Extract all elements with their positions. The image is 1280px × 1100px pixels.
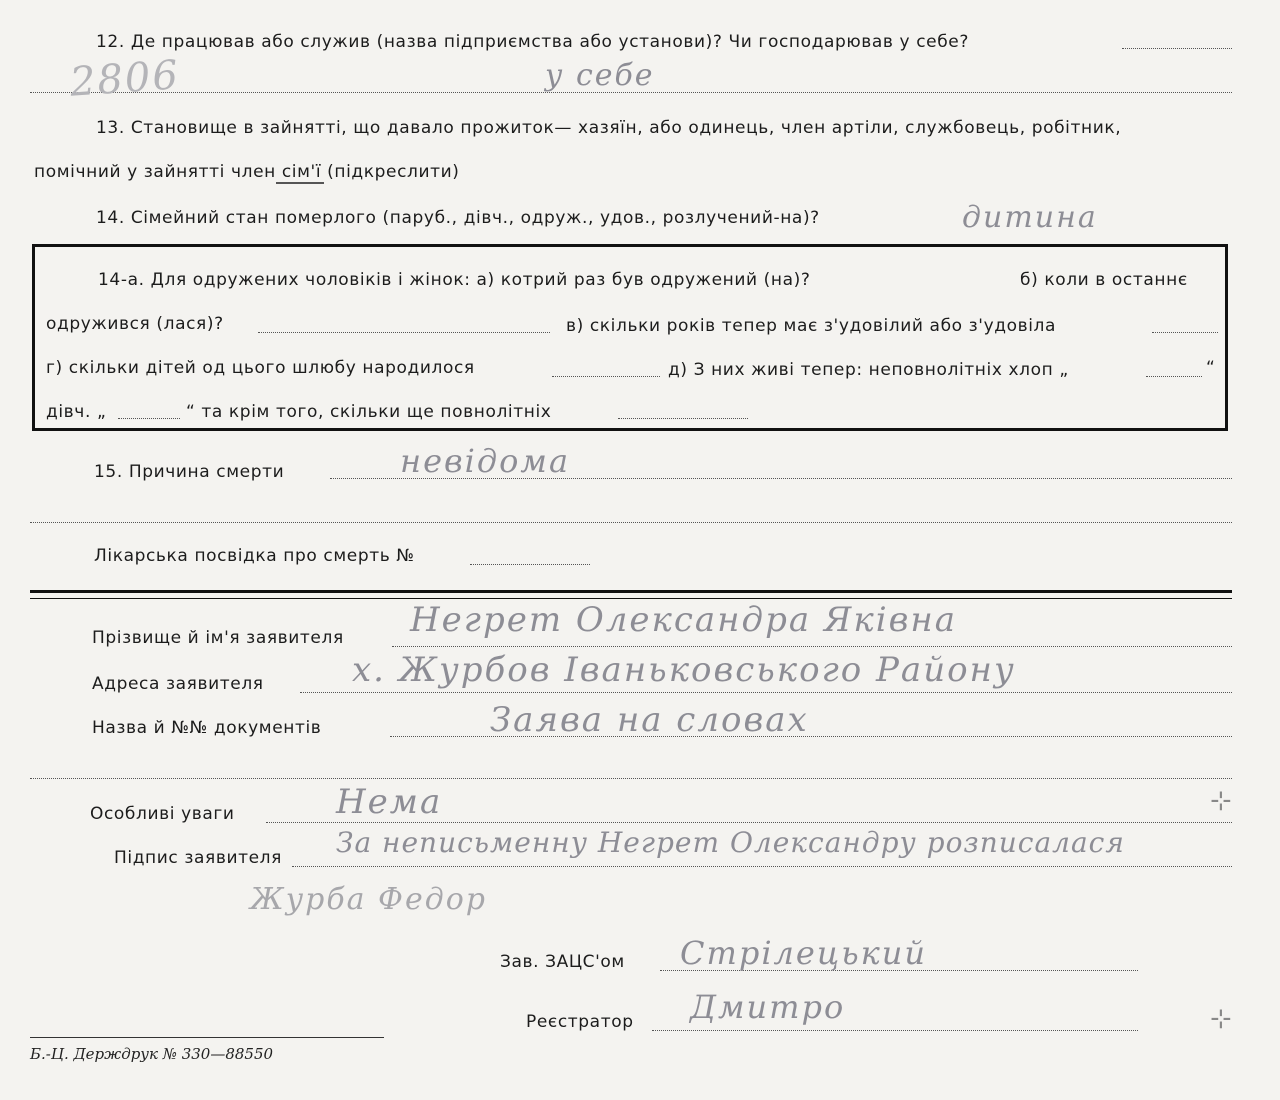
head-zags-label: Зав. ЗАЦС'ом bbox=[500, 952, 625, 972]
q12-answer-line bbox=[1122, 48, 1232, 49]
q15-answer: невідома bbox=[400, 442, 571, 480]
q14a-line3-end-dots bbox=[1146, 376, 1202, 377]
divider-thin bbox=[30, 598, 1232, 599]
applicant-name-label: Прізвище й ім'я заявителя bbox=[92, 628, 344, 648]
q14a-line3c: “ bbox=[1206, 358, 1216, 378]
q14-answer: дитина bbox=[962, 200, 1098, 235]
q14a-line3a: г) скільки дітей од цього шлюбу народилося bbox=[46, 358, 475, 378]
q14a-line4-end-dots bbox=[618, 418, 748, 419]
signature-line bbox=[292, 866, 1232, 867]
question-15: 15. Причина смерти bbox=[94, 462, 285, 482]
applicant-name: Негрет Олександра Яківна bbox=[410, 600, 958, 640]
q13-underline bbox=[276, 182, 324, 184]
signature-line2: Журба Федор bbox=[250, 882, 487, 917]
q14a-line2-end-dots bbox=[1152, 332, 1218, 333]
signature-label: Підпис заявителя bbox=[114, 848, 282, 868]
question-14: 14. Сімейний стан померлого (паруб., дівч., одруж., удов., розлучений-на)? bbox=[96, 208, 820, 228]
question-12: 12. Де працював або служив (назва підприємства або установи)? Чи господарював у себе? bbox=[96, 32, 969, 52]
divider-thick bbox=[30, 590, 1232, 593]
q14a-line4b: “ та крім того, скільки ще повнолітніх bbox=[186, 402, 552, 422]
applicant-address-label: Адреса заявителя bbox=[92, 674, 264, 694]
q14a-line4-dots bbox=[118, 418, 180, 419]
signature-line1: За неписьменну Негрет Олександру розписалася bbox=[336, 826, 1125, 859]
footer-rule bbox=[30, 1037, 384, 1038]
mark-symbol: ⊹ bbox=[1210, 786, 1232, 816]
documents-line-2 bbox=[30, 778, 1232, 779]
printer-imprint: Б.-Ц. Держдрук № 330—88550 bbox=[30, 1045, 274, 1063]
registrar-line bbox=[652, 1030, 1138, 1031]
q14a-line1b: б) коли в останнє bbox=[1020, 270, 1188, 290]
q14a-line3-dots bbox=[552, 376, 660, 377]
q14a-line3b: д) З них живі тепер: неповнолітніх хлоп „ bbox=[668, 360, 1069, 380]
applicant-name-line bbox=[392, 646, 1232, 647]
documents-label: Назва й №№ документів bbox=[92, 718, 322, 738]
q14a-line2-dots bbox=[258, 332, 550, 333]
q12-answer: у себе bbox=[545, 58, 655, 93]
notes-line bbox=[266, 822, 1232, 823]
applicant-address-line bbox=[300, 692, 1232, 693]
q14a-line1: 14-а. Для одружених чоловіків і жінок: а) котрий раз був одружений (на)? bbox=[98, 270, 811, 290]
question-13-line1: 13. Становище в зайнятті, що давало прожиток— хазяїн, або одинець, член артіли, службовець, робітник, bbox=[96, 118, 1122, 138]
medical-certificate-label: Лікарська посвідка про смерть № bbox=[94, 546, 415, 566]
registrar-signature: Дмитро bbox=[690, 988, 846, 1026]
notes: Нема bbox=[336, 782, 443, 822]
q14a-line2b: в) скільки років тепер має з'удовілий або з'удовіла bbox=[566, 316, 1057, 336]
medical-certificate-line bbox=[470, 564, 590, 565]
registrar-label: Реєстратор bbox=[526, 1012, 634, 1032]
q15-answer-line-2 bbox=[30, 522, 1232, 523]
documents: Заява на словах bbox=[490, 700, 809, 740]
q14a-line2a: одружився (лася)? bbox=[46, 314, 224, 334]
head-zags-signature: Стрілецький bbox=[680, 934, 927, 972]
question-13-line2: помічний у зайнятті член сім'ї (підкреслити) bbox=[34, 162, 460, 182]
notes-label: Особливі уваги bbox=[90, 804, 235, 824]
applicant-address: х. Журбов Іваньковського Району bbox=[352, 650, 1016, 690]
margin-number: 2806 bbox=[68, 52, 182, 106]
q14a-line4a: дівч. „ bbox=[46, 402, 107, 422]
mark-symbol-2: ⊹ bbox=[1210, 1004, 1232, 1034]
